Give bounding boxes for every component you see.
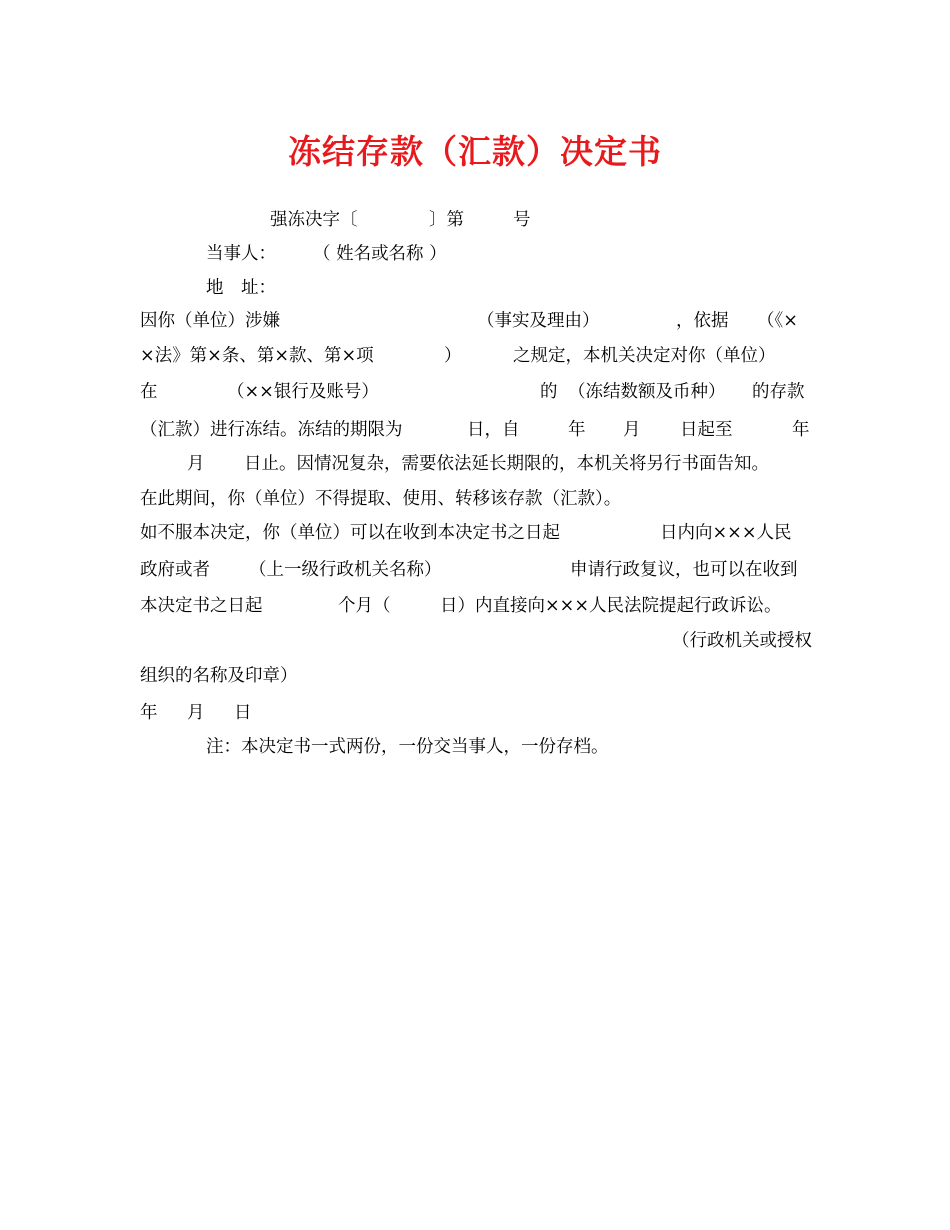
text-segment: 日止。因情况复杂，需要依法延长期限的，本机关将另行书面告知。 xyxy=(244,454,769,474)
body-line-2 xyxy=(140,344,812,368)
text-segment: 日）内直接向×××人民法院提起行政诉讼。 xyxy=(440,596,782,616)
text-segment: 年 xyxy=(792,420,810,440)
text-segment: 个月（ xyxy=(338,596,391,616)
address-label: 地 址： xyxy=(206,278,276,298)
text-segment: （《× xyxy=(757,311,798,331)
text-segment: 在 xyxy=(140,382,158,402)
body-line-9 xyxy=(140,594,812,618)
signature-line-2 xyxy=(140,664,812,688)
note-text: 注：本决定书一式两份，一份交当事人，一份存档。 xyxy=(206,737,609,757)
date-day: 日 xyxy=(234,703,252,723)
text-segment: ×法》第×条、第×款、第×项 xyxy=(140,346,374,366)
doc-no-bracket-close: 〕第 xyxy=(429,210,464,230)
text-segment: 政府或者 xyxy=(140,560,210,580)
body-line-8 xyxy=(140,558,812,582)
text-segment: 如不服本决定，你（单位）可以在收到本决定书之日起 xyxy=(140,523,560,543)
body-line-6 xyxy=(140,487,812,511)
fact-reason-placeholder: （事实及理由） xyxy=(477,311,600,331)
doc-no-prefix: 强冻决字〔 xyxy=(270,210,358,230)
body-line-1 xyxy=(140,309,812,333)
doc-no-suffix: 号 xyxy=(513,210,531,230)
text-segment: 因你（单位）涉嫌 xyxy=(140,311,280,331)
text-segment: 月 xyxy=(623,420,641,440)
text-segment: （汇款）进行冻结。冻结的期限为 xyxy=(140,420,403,440)
text-segment: 的存款 xyxy=(752,382,805,402)
text-segment: 年 xyxy=(568,420,586,440)
amount-currency-placeholder: （冻结数额及币种） xyxy=(568,382,726,402)
bank-account-placeholder: （××银行及账号） xyxy=(227,382,379,402)
text-segment: ） xyxy=(444,346,462,366)
party-line xyxy=(140,242,812,266)
signature-authority-label: （行政机关或授权 xyxy=(672,631,812,651)
party-hint: （ 姓名或名称 ） xyxy=(313,244,447,264)
date-line xyxy=(140,701,812,725)
signature-seal-label: 组织的名称及印章） xyxy=(140,666,298,686)
body-line-3 xyxy=(140,380,812,404)
text-segment: ，依据 xyxy=(676,311,729,331)
party-label: 当事人： xyxy=(206,244,276,264)
date-month: 月 xyxy=(187,703,205,723)
text-segment: 日，自 xyxy=(467,420,520,440)
superior-agency-placeholder: （上一级行政机关名称） xyxy=(249,560,442,580)
document-title: 冻结存款（汇款）决定书 xyxy=(288,132,662,171)
text-segment: 申请行政复议，也可以在收到 xyxy=(570,560,798,580)
body-line-7 xyxy=(140,521,812,545)
text-segment: 月 xyxy=(187,454,205,474)
document-number-line xyxy=(140,208,812,232)
text-segment: 的 xyxy=(540,382,558,402)
address-line xyxy=(140,276,812,300)
text-segment: 之规定，本机关决定对你（单位） xyxy=(513,346,776,366)
text-segment: 本决定书之日起 xyxy=(140,596,263,616)
note-line xyxy=(140,735,812,759)
body-line-5 xyxy=(140,452,812,476)
body-line-4 xyxy=(140,418,812,442)
signature-line-1 xyxy=(140,629,812,653)
text-segment: 日起至 xyxy=(680,420,733,440)
text-segment: 在此期间，你（单位）不得提取、使用、转移该存款（汇款）。 xyxy=(140,489,622,509)
date-year: 年 xyxy=(140,703,158,723)
text-segment: 日内向×××人民 xyxy=(660,523,792,543)
